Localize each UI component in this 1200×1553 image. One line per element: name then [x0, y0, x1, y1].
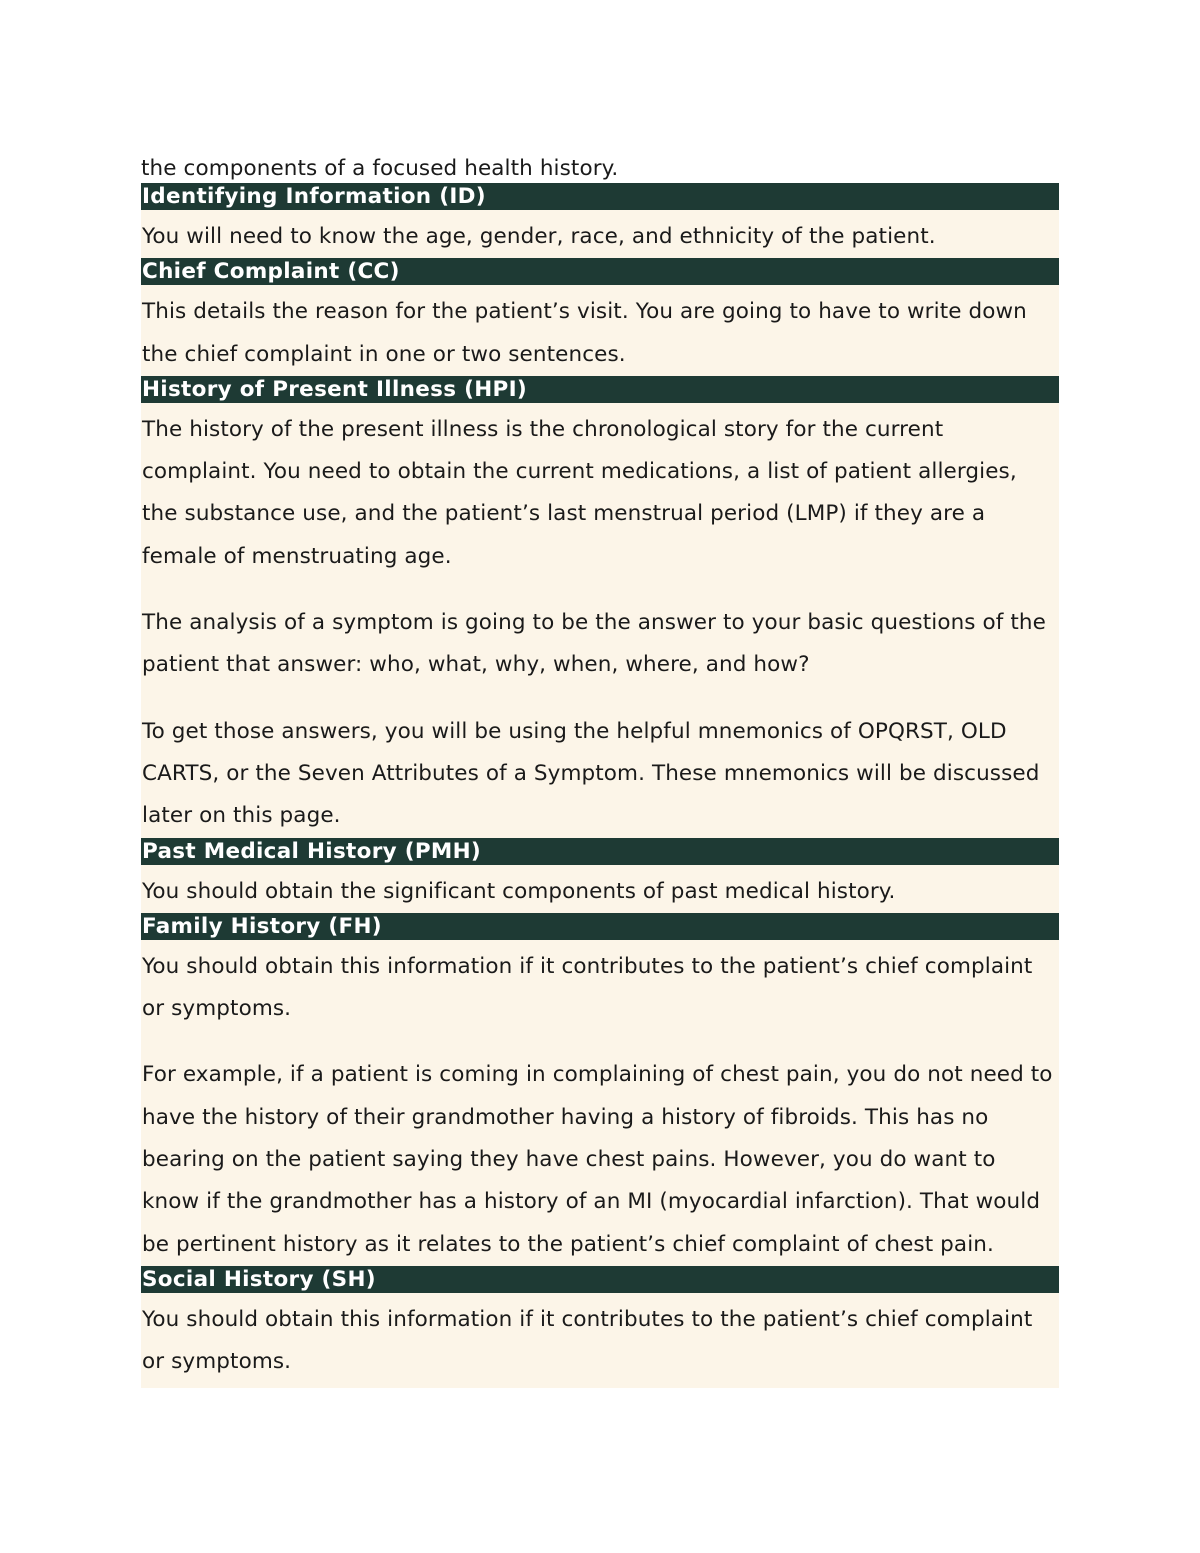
section-paragraph: You should obtain this information if it contributes to the patient’s chief complaint or symptoms. — [142, 1306, 1033, 1375]
section-header-fh: Family History (FH) — [141, 913, 1059, 940]
section-header-hpi: History of Present Illness (HPI) — [141, 376, 1059, 403]
section-paragraph: You should obtain the significant components of past medical history. — [142, 878, 896, 904]
section-header-sh: Social History (SH) — [141, 1266, 1059, 1293]
section-body-cc — [141, 285, 1059, 376]
section-paragraph: You should obtain this information if it contributes to the patient’s chief complaint or symptoms. — [142, 953, 1033, 1022]
section-paragraph: For example, if a patient is coming in complaining of chest pain, you do not need to have the history of their grandmother having a history of fibroids. This has no bearing on the patient saying they have chest pains. However, you do want to know if the grandmother has a history of an MI (myocardial infarction). That would be pertinent history as it relates to the patient’s chief complaint of chest pain. — [142, 1062, 1053, 1257]
section-body-hpi — [141, 403, 1059, 838]
section-header-id: Identifying Information (ID) — [141, 183, 1059, 210]
section-paragraph: To get those answers, you will be using the helpful mnemonics of OPQRST, OLD CARTS, or the Seven Attributes of a Symptom. These mnemonics will be discussed later on this page. — [142, 718, 1040, 829]
section-paragraph: You will need to know the age, gender, race, and ethnicity of the patient. — [142, 224, 936, 249]
section-header-cc: Chief Complaint (CC) — [141, 258, 1059, 285]
section-body-sh — [141, 1293, 1059, 1388]
section-header-pmh: Past Medical History (PMH) — [141, 838, 1059, 865]
section-body-id — [141, 210, 1059, 258]
document-content — [141, 155, 1059, 1388]
section-body-pmh — [141, 865, 1059, 913]
section-paragraph: This details the reason for the patient’s visit. You are going to have to write down the chief complaint in one or two sentences. — [142, 299, 1027, 367]
section-paragraph: The analysis of a symptom is going to be the answer to your basic questions of the patient that answer: who, what, why, when, where, and how? — [142, 610, 1046, 678]
section-body-fh — [141, 940, 1059, 1266]
section-paragraph: The history of the present illness is the chronological story for the current complaint. You need to obtain the current medications, a list of patient allergies, the substance use, and the patient’s last menstrual period (LMP) if they are a female of menstruating age. — [142, 416, 1017, 569]
intro-line: the components of a focused health history. — [141, 156, 619, 181]
